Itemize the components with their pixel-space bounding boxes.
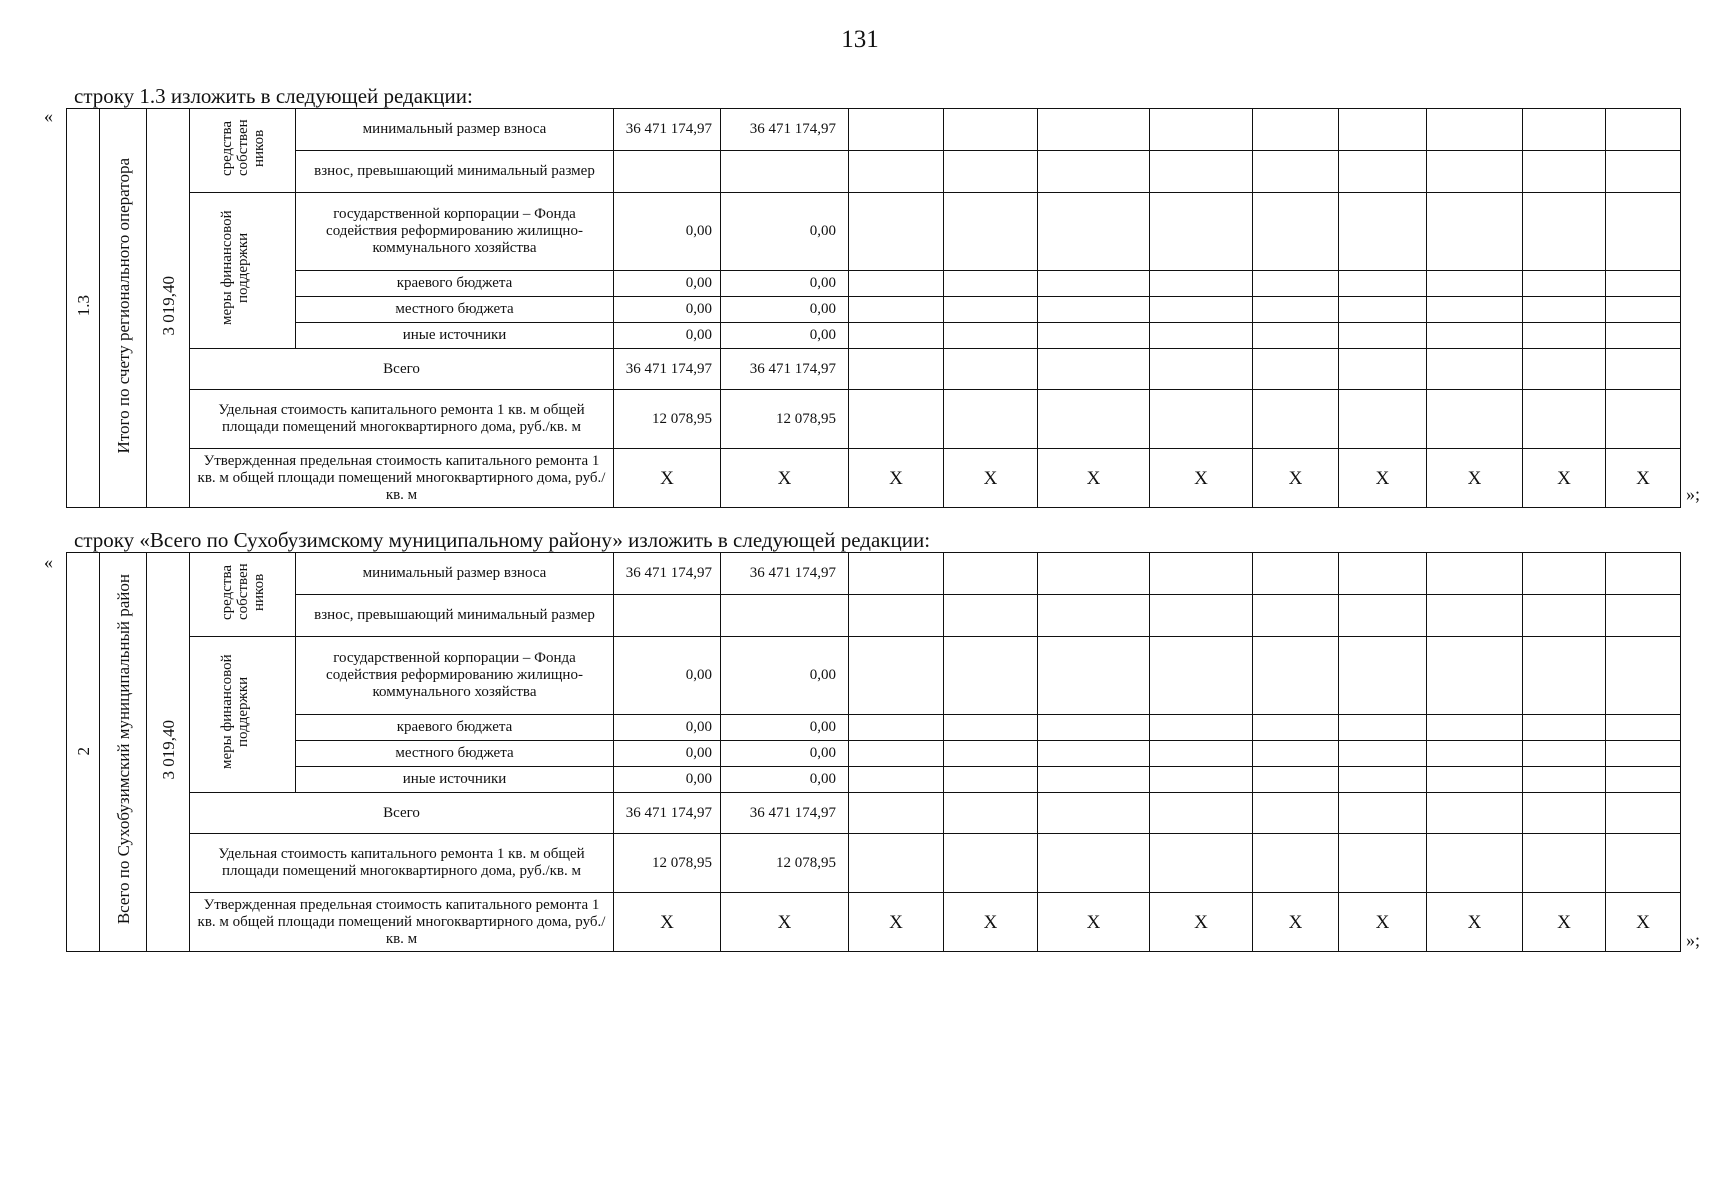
row-label: иные источники <box>296 323 614 349</box>
table-row <box>67 271 1681 297</box>
row-number-cell <box>67 109 100 508</box>
value-2: 0,00 <box>721 741 849 767</box>
row-label: местного бюджета <box>296 741 614 767</box>
table-row <box>67 553 1681 595</box>
unit-cost-label: Удельная стоимость капитального ремонта 1 кв. м общей площади помещений многоквартирного дома, руб./кв. м <box>190 390 614 449</box>
limit-cost-label: Утвержденная предельная стоимость капитального ремонта 1 кв. м общей площади помещений многоквартирного дома, руб./кв. м <box>190 893 614 952</box>
unit-cost-label: Удельная стоимость капитального ремонта 1 кв. м общей площади помещений многоквартирного дома, руб./кв. м <box>190 834 614 893</box>
value-2: 0,00 <box>721 323 849 349</box>
table-row <box>67 323 1681 349</box>
row-label: минимальный размер взноса <box>296 109 614 151</box>
group-owners-cell <box>190 109 296 193</box>
unit-cost-value-1: 12 078,95 <box>614 834 721 893</box>
row-label: краевого бюджета <box>296 715 614 741</box>
limit-mark: X <box>849 893 944 952</box>
limit-cost-label: Утвержденная предельная стоимость капитального ремонта 1 кв. м общей площади помещений многоквартирного дома, руб./кв. м <box>190 449 614 508</box>
group-owners-label: средства собствен ников <box>218 563 267 621</box>
limit-mark: X <box>1038 449 1150 508</box>
row-name: Итого по счету регионального оператора <box>113 157 133 454</box>
limit-mark: X <box>614 893 721 952</box>
limit-mark: X <box>1606 449 1681 508</box>
row-number: 2 <box>73 747 93 756</box>
total-value-2: 36 471 174,97 <box>721 349 849 390</box>
section-1-quote-open: « <box>44 106 53 126</box>
section-1-intro: строку 1.3 изложить в следующей редакции: <box>74 84 473 108</box>
table-row <box>67 297 1681 323</box>
group-owners-cell <box>190 553 296 637</box>
unit-cost-value-2: 12 078,95 <box>721 390 849 449</box>
section-1-table <box>66 108 1681 508</box>
value-2: 0,00 <box>721 715 849 741</box>
value-2: 36 471 174,97 <box>721 109 849 151</box>
value-1: 0,00 <box>614 193 721 271</box>
row-number: 1.3 <box>73 294 93 317</box>
limit-mark: X <box>721 449 849 508</box>
area-cell <box>147 553 190 952</box>
table-row <box>67 151 1681 193</box>
value-1 <box>614 595 721 637</box>
group-support-label: меры финансовой поддержки <box>218 654 251 770</box>
value-2: 0,00 <box>721 637 849 715</box>
table-row <box>67 893 1681 952</box>
table-row <box>67 449 1681 508</box>
value-2: 0,00 <box>721 297 849 323</box>
total-value-2: 36 471 174,97 <box>721 793 849 834</box>
table-row <box>67 715 1681 741</box>
section-2-quote-open: « <box>44 552 53 572</box>
page-number: 131 <box>841 26 879 53</box>
limit-mark: X <box>1427 893 1523 952</box>
limit-mark: X <box>1339 449 1427 508</box>
limit-mark: X <box>614 449 721 508</box>
table-row <box>67 390 1681 449</box>
section-2-intro: строку «Всего по Сухобузимскому муниципальному району» изложить в следующей редакции: <box>74 528 931 552</box>
limit-mark: X <box>1253 893 1339 952</box>
value-2 <box>721 151 849 193</box>
area-value: 3 019,40 <box>158 719 178 780</box>
row-label: местного бюджета <box>296 297 614 323</box>
table-row <box>67 741 1681 767</box>
value-1: 0,00 <box>614 323 721 349</box>
value-1: 0,00 <box>614 637 721 715</box>
limit-mark: X <box>1038 893 1150 952</box>
group-owners-label: средства собствен ников <box>218 119 267 177</box>
table-row <box>67 637 1681 715</box>
value-1: 36 471 174,97 <box>614 109 721 151</box>
row-number-cell <box>67 553 100 952</box>
area-value: 3 019,40 <box>158 275 178 336</box>
row-name: Всего по Сухобузимский муниципальный район <box>113 574 133 925</box>
table-row <box>67 349 1681 390</box>
limit-mark: X <box>944 893 1038 952</box>
row-label: взнос, превышающий минимальный размер <box>296 595 614 637</box>
row-label: краевого бюджета <box>296 271 614 297</box>
limit-mark: X <box>1523 893 1606 952</box>
limit-mark: X <box>1427 449 1523 508</box>
limit-mark: X <box>1523 449 1606 508</box>
row-label: государственной корпорации – Фонда содействия реформированию жилищно-коммунального хозяйства <box>296 193 614 271</box>
table-row <box>67 793 1681 834</box>
unit-cost-value-1: 12 078,95 <box>614 390 721 449</box>
limit-mark: X <box>1606 893 1681 952</box>
row-label: государственной корпорации – Фонда содействия реформированию жилищно-коммунального хозяйства <box>296 637 614 715</box>
value-1: 0,00 <box>614 767 721 793</box>
limit-mark: X <box>1150 449 1253 508</box>
value-1: 0,00 <box>614 715 721 741</box>
total-label: Всего <box>190 793 614 834</box>
total-value-1: 36 471 174,97 <box>614 349 721 390</box>
row-name-cell <box>100 553 147 952</box>
table-row <box>67 193 1681 271</box>
value-2 <box>721 595 849 637</box>
total-value-1: 36 471 174,97 <box>614 793 721 834</box>
value-1: 0,00 <box>614 271 721 297</box>
table-row <box>67 767 1681 793</box>
value-2: 0,00 <box>721 271 849 297</box>
group-support-cell <box>190 637 296 793</box>
row-label: минимальный размер взноса <box>296 553 614 595</box>
section-1-quote-close: »; <box>1686 484 1701 504</box>
value-1 <box>614 151 721 193</box>
section-2-quote-close: »; <box>1686 930 1701 950</box>
limit-mark: X <box>1253 449 1339 508</box>
row-label: иные источники <box>296 767 614 793</box>
table-row <box>67 834 1681 893</box>
row-label: взнос, превышающий минимальный размер <box>296 151 614 193</box>
area-cell <box>147 109 190 508</box>
table-row <box>67 595 1681 637</box>
total-label: Всего <box>190 349 614 390</box>
limit-mark: X <box>721 893 849 952</box>
value-2: 0,00 <box>721 767 849 793</box>
limit-mark: X <box>944 449 1038 508</box>
value-1: 0,00 <box>614 297 721 323</box>
value-1: 0,00 <box>614 741 721 767</box>
group-support-cell <box>190 193 296 349</box>
unit-cost-value-2: 12 078,95 <box>721 834 849 893</box>
value-2: 36 471 174,97 <box>721 553 849 595</box>
limit-mark: X <box>1150 893 1253 952</box>
group-support-label: меры финансовой поддержки <box>218 210 251 326</box>
value-2: 0,00 <box>721 193 849 271</box>
limit-mark: X <box>1339 893 1427 952</box>
table-row <box>67 109 1681 151</box>
value-1: 36 471 174,97 <box>614 553 721 595</box>
limit-mark: X <box>849 449 944 508</box>
row-name-cell <box>100 109 147 508</box>
section-2-table <box>66 552 1681 952</box>
